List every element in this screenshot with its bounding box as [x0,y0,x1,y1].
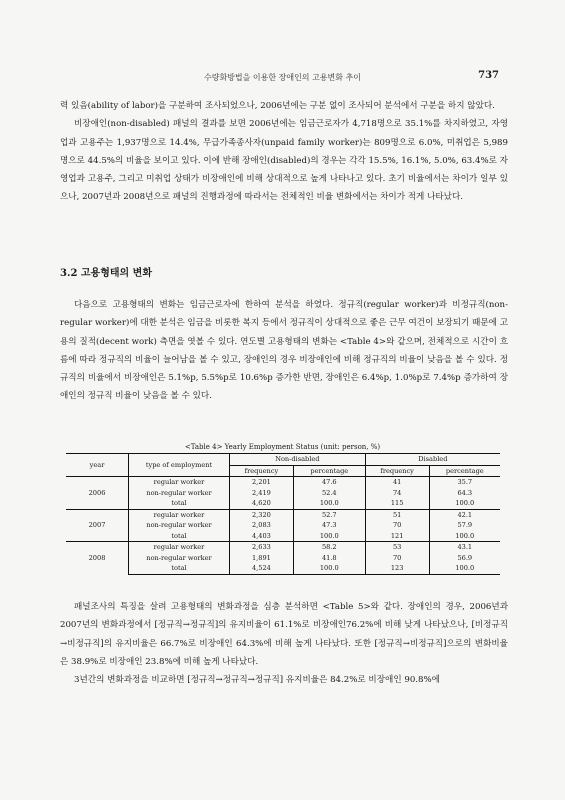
d-frequency-cell: 121 [365,531,429,542]
header-year: year [66,454,129,477]
header-d-percentage: percentage [429,465,500,477]
d-percentage-cell: 64.3 [429,488,500,499]
nd-frequency-cell: 1,891 [230,553,294,564]
d-frequency-cell: 53 [365,542,429,553]
type-cell: regular worker [129,509,230,520]
d-percentage-cell: 100.0 [429,563,500,574]
table-row [66,509,500,520]
type-cell: total [129,563,230,574]
nd-frequency-cell: 2,633 [230,542,294,553]
d-percentage-cell: 43.1 [429,542,500,553]
d-percentage-cell: 57.9 [429,520,500,531]
d-frequency-cell: 70 [365,553,429,564]
d-frequency-cell: 74 [365,488,429,499]
table-row [66,520,500,531]
nd-percentage-cell: 52.4 [293,488,365,499]
year-cell: 2007 [66,509,129,542]
header-nd-frequency: frequency [230,465,294,477]
header-nd-percentage: percentage [293,465,365,477]
nd-frequency-cell: 2,419 [230,488,294,499]
type-cell: non-regular worker [129,520,230,531]
d-frequency-cell: 70 [365,520,429,531]
table-row [66,477,500,488]
nd-frequency-cell: 4,524 [230,563,294,574]
type-cell: non-regular worker [129,488,230,499]
section-text [60,296,508,406]
closing-paragraph-continued: 3년간의 변화과정을 비교하면 [정규직→정규직→정규직] 유지비율은 84.2%로 비장애인 90.8%에 [74,675,440,686]
table-row [66,553,500,564]
table-row [66,563,500,574]
d-frequency-cell: 41 [365,477,429,488]
nd-percentage-cell: 100.0 [293,531,365,542]
intro-paragraph: 비장애인(non-disabled) 패널의 결과를 보면 2006년에는 임금근로자가 4,718명으로 35.1%를 차지하였고, 자영업과 고용주는 1,937명으로 14.4%, 무급가족종사자(unpaid family worker)는 809명으로 6.0%, 미취업은 5,989명으로 44.5%의 비율을 보이고 있다. 이에 반해 장애인(disabled)의 경우는 각각 15.5%, 16.1%, 5.0%, 63.4%로 자영업과 고용주, 그리고 미취업 상태가 비장애인에 비해 상대적으로 높게 나타나고 있다. 초기 비율에서는 차이가 일부 있으나, 2007년과 2008년으로 패널의 진행과정에 따라서는 전체적인 비율 변화에서는 차이가 적게 나타났다. [60,119,508,203]
nd-percentage-cell: 41.8 [293,553,365,564]
table-row [66,542,500,553]
d-frequency-cell: 123 [365,563,429,574]
year-cell: 2006 [66,477,129,510]
nd-percentage-cell: 100.0 [293,563,365,574]
header-disabled: Disabled [365,454,500,466]
nd-percentage-cell: 47.6 [293,477,365,488]
intro-paragraph-continued: 력 있음(ability of labor)을 구분하여 조사되었으나, 2006년에는 구분 없이 조사되어 분석에서 구분을 하지 않았다. [60,101,495,111]
type-cell: non-regular worker [129,553,230,564]
type-cell: total [129,531,230,542]
nd-frequency-cell: 4,620 [230,498,294,509]
header-type: type of employment [129,454,230,477]
employment-status-table [66,453,500,575]
d-percentage-cell: 35.7 [429,477,500,488]
nd-frequency-cell: 2,083 [230,520,294,531]
nd-percentage-cell: 52.7 [293,509,365,520]
closing-paragraph: 패널조사의 특징을 살려 고용형태의 변화과정을 심층 분석하면 <Table 5>와 같다. 장애인의 경우, 2006년과 2007년의 변화과정에서 [정규직→정규직]의 유지비율이 61.1%로 비장애인76.2%에 비해 낮게 나타났으나, [비정규직→비정규직]의 유지비율은 66.7%로 비장애인 64.3%에 비해 높게 나타났다. 또한 [정규직→비정규직]으로의 변화비율은 38.9%로 비장애인 23.8%에 비해 높게 나타났다. [60,602,508,667]
d-percentage-cell: 42.1 [429,509,500,520]
section-paragraph: 다음으로 고용형태의 변화는 임금근로자에 한하여 분석을 하였다. 정규직(regular worker)과 비정규직(non-regular worker)에 대한 분석은 임금을 비롯한 복지 등에서 정규직이 상대적으로 좋은 근무 여건이 보장되기 때문에 고용의 질적(decent work) 측면을 엿볼 수 있다. 연도별 고용형태의 변화는 <Table 4>와 같으며, 전체적으로 시간이 흐름에 따라 정규직의 비율이 늘어남을 볼 수 있고, 장애인의 경우 비장애인에 비해 정규직의 비율이 낮음을 볼 수 있다. 정규직의 비율에서 비장애인은 5.1%p, 5.5%p로 10.6%p 증가한 반면, 장애인은 6.4%p, 1.0%p로 7.4%p 증가하여 장애인의 정규직 비율이 낮음을 볼 수 있다. [60,300,508,402]
nd-frequency-cell: 2,320 [230,509,294,520]
section-heading: 3.2 고용형태의 변화 [60,268,152,279]
intro-text [60,97,508,207]
nd-frequency-cell: 4,403 [230,531,294,542]
year-cell: 2008 [66,542,129,575]
d-percentage-cell: 56.9 [429,553,500,564]
page-number: 737 [478,70,499,81]
table-row [66,531,500,542]
header-d-frequency: frequency [365,465,429,477]
nd-percentage-cell: 58.2 [293,542,365,553]
type-cell: regular worker [129,477,230,488]
type-cell: total [129,498,230,509]
d-percentage-cell: 100.0 [429,498,500,509]
table-row [66,498,500,509]
d-frequency-cell: 115 [365,498,429,509]
table-row [66,488,500,499]
nd-percentage-cell: 100.0 [293,498,365,509]
running-title: 수량화방법을 이용한 장애인의 고용변화 추이 [203,73,361,82]
nd-frequency-cell: 2,201 [230,477,294,488]
d-frequency-cell: 51 [365,509,429,520]
type-cell: regular worker [129,542,230,553]
table-caption: <Table 4> Yearly Employment Status (unit: person, %) [184,443,381,451]
closing-text [60,598,508,689]
header-non-disabled: Non-disabled [230,454,366,466]
d-percentage-cell: 100.0 [429,531,500,542]
nd-percentage-cell: 47.3 [293,520,365,531]
